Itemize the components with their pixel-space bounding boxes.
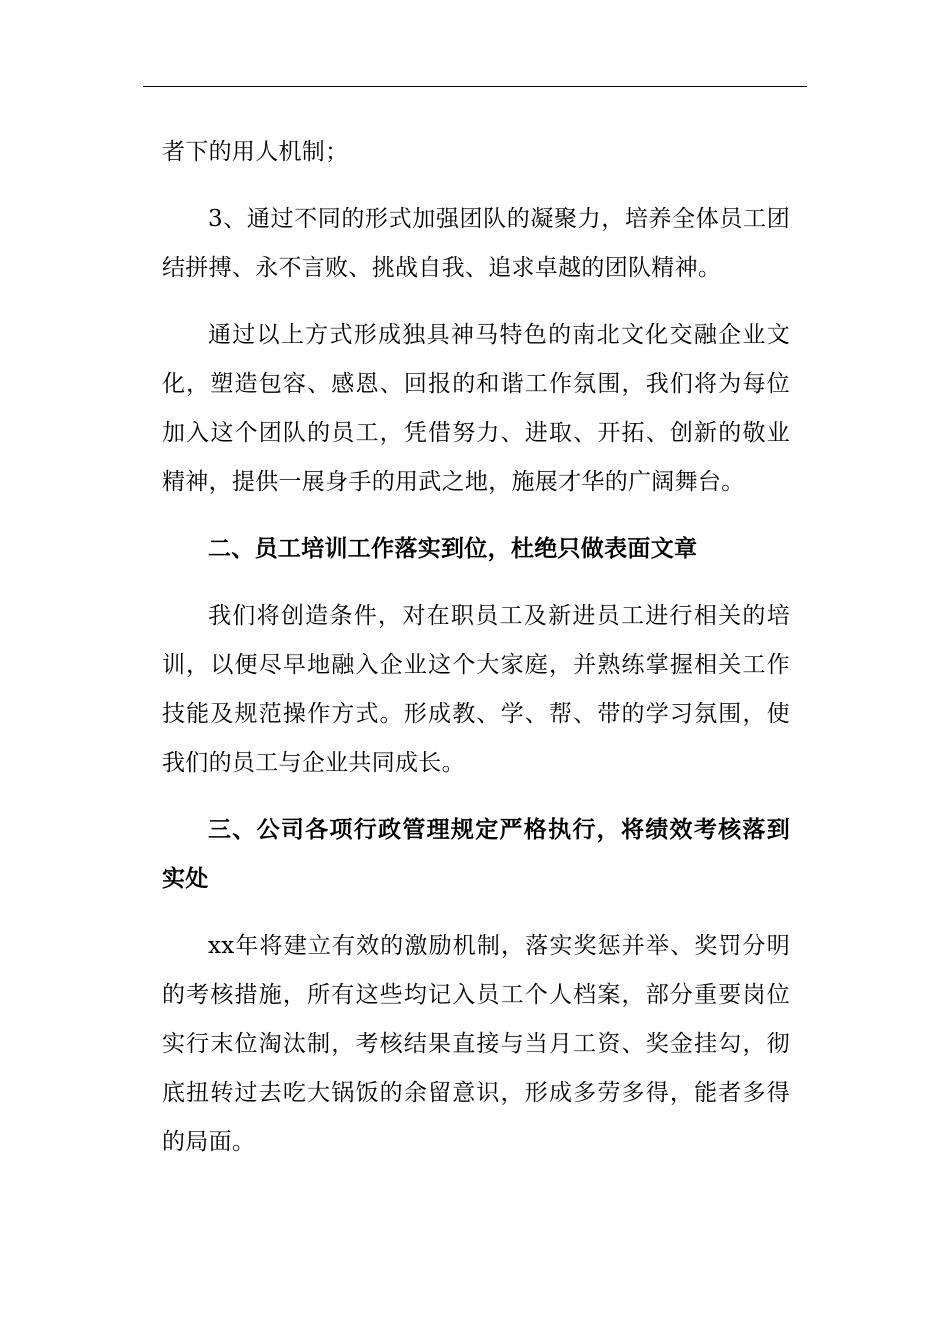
section-heading-training: 二、员工培训工作落实到位，杜绝只做表面文章 (208, 536, 698, 562)
paragraph-item-3: 3、通过不同的形式加强团队的凝聚力，培养全体员工团结拼搏、永不言败、挑战自我、追求卓越的团队精神。 (162, 206, 790, 281)
header-rule (143, 86, 807, 87)
paragraph-culture: 通过以上方式形成独具神马特色的南北文化交融企业文化，塑造包容、感恩、回报的和谐工作氛围，我们将为每位加入这个团队的员工，凭借努力、进取、开拓、创新的敬业精神，提供一展身手的用武之地，施展才华的广阔舞台。 (162, 322, 790, 495)
paragraph-continuation: 者下的用人机制； (162, 139, 349, 165)
document-body (162, 128, 790, 1167)
paragraph-incentives: xx年将建立有效的激励机制，落实奖惩并举、奖罚分明的考核措施，所有这些均记入员工个人档案，部分重要岗位实行末位淘汰制，考核结果直接与当月工资、奖金挂勾，彻底扭转过去吃大锅饭的余留意识，形成多劳多得，能者多得的局面。 (162, 933, 790, 1155)
section-heading-administration: 三、公司各项行政管理规定严格执行，将绩效考核落到实处 (162, 817, 790, 892)
paragraph-training: 我们将创造条件，对在职员工及新进员工进行相关的培训，以便尽早地融入企业这个大家庭，并熟练掌握相关工作技能及规范操作方式。形成教、学、帮、带的学习氛围，使我们的员工与企业共同成长。 (162, 603, 790, 776)
